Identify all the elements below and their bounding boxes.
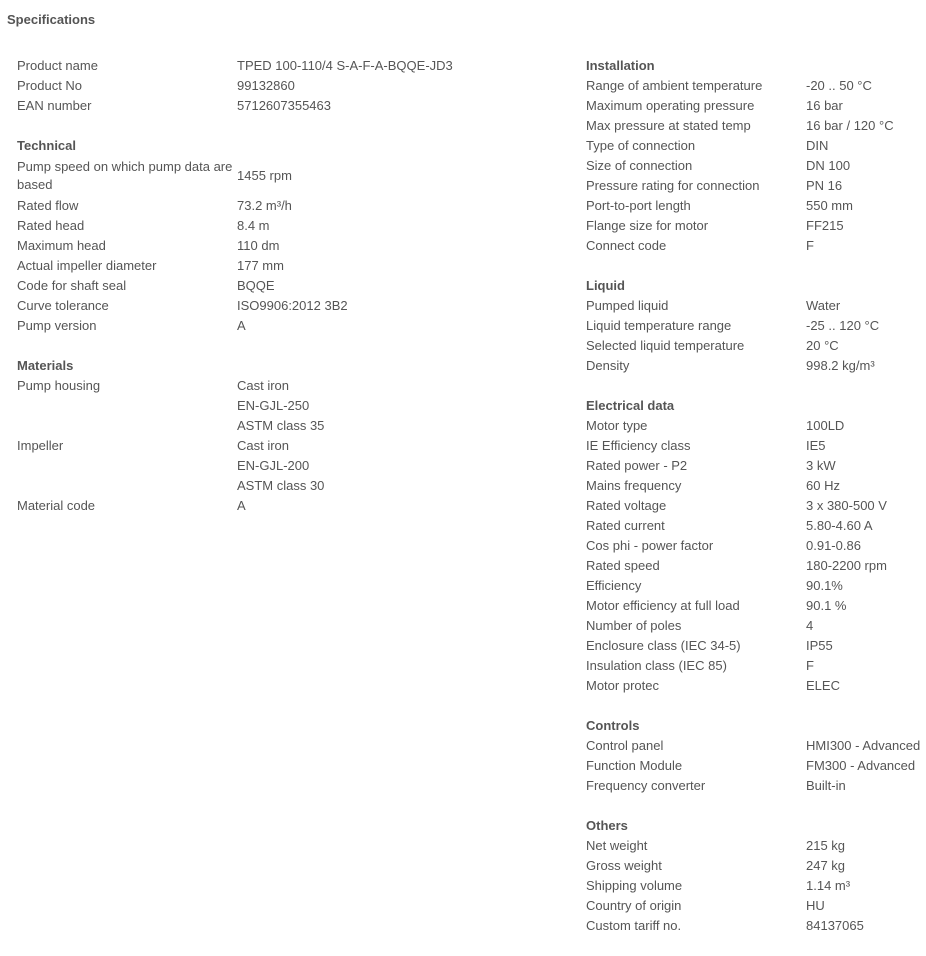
spec-label: IE Efficiency class xyxy=(586,438,691,453)
spec-row xyxy=(17,296,477,316)
spec-label: EAN number xyxy=(17,98,92,113)
spec-row xyxy=(17,496,477,516)
spec-label: Function Module xyxy=(586,758,683,773)
spec-value: A xyxy=(237,498,246,513)
spec-row xyxy=(17,316,477,336)
spec-label: Frequency converter xyxy=(586,778,706,793)
spec-row xyxy=(586,476,926,496)
spec-label: Curve tolerance xyxy=(17,298,109,313)
spec-row xyxy=(17,276,477,296)
spec-row xyxy=(586,896,926,916)
controls-section xyxy=(586,716,926,796)
section-title: Controls xyxy=(586,718,640,733)
spec-value-list xyxy=(237,436,324,496)
spec-value: 20 °C xyxy=(806,338,839,353)
spec-value: FF215 xyxy=(806,218,844,233)
left-column xyxy=(17,56,477,536)
spec-label: Gross weight xyxy=(586,858,662,873)
spec-row xyxy=(586,676,926,696)
spec-label: Custom tariff no. xyxy=(586,918,682,933)
spec-value: HU xyxy=(806,898,825,913)
spec-label: Shipping volume xyxy=(586,878,683,893)
spec-value: 60 Hz xyxy=(806,478,840,493)
spec-row xyxy=(586,196,926,216)
spec-label: Range of ambient temperature xyxy=(586,78,763,93)
right-column xyxy=(586,56,926,956)
spec-row xyxy=(586,876,926,896)
spec-value: A xyxy=(237,318,246,333)
spec-label: Net weight xyxy=(586,838,648,853)
spec-label: Pump speed on which pump data are based xyxy=(17,159,233,192)
spec-value: Water xyxy=(806,298,841,313)
spec-row xyxy=(17,156,477,196)
spec-value: BQQE xyxy=(237,278,275,293)
spec-value: Cast iron xyxy=(237,438,290,453)
spec-label: Code for shaft seal xyxy=(17,278,127,293)
section-title: Liquid xyxy=(586,278,625,293)
spec-value: 90.1% xyxy=(806,578,843,593)
spec-value: 16 bar xyxy=(806,98,843,113)
electrical-section xyxy=(586,396,926,696)
spec-row xyxy=(586,576,926,596)
spec-row xyxy=(586,156,926,176)
spec-row xyxy=(586,836,926,856)
spec-label: Liquid temperature range xyxy=(586,318,732,333)
spec-label: Pump housing xyxy=(17,378,101,393)
spec-label: Density xyxy=(586,358,630,373)
spec-row xyxy=(17,216,477,236)
spec-label: Rated flow xyxy=(17,198,79,213)
spec-row xyxy=(586,336,926,356)
spec-value: 110 dm xyxy=(237,238,280,253)
spec-row xyxy=(17,196,477,216)
spec-value: 84137065 xyxy=(806,918,864,933)
spec-row xyxy=(586,916,926,936)
spec-label: Pressure rating for connection xyxy=(586,178,760,193)
spec-label: Flange size for motor xyxy=(586,218,709,233)
spec-value: ASTM class 30 xyxy=(237,478,325,493)
spec-label: Impeller xyxy=(17,438,64,453)
spec-value: 5712607355463 xyxy=(237,98,331,113)
spec-label: Maximum operating pressure xyxy=(586,98,755,113)
spec-value: 5.80-4.60 A xyxy=(806,518,873,533)
spec-value: 998.2 kg/m³ xyxy=(806,358,875,373)
spec-label: Product name xyxy=(17,58,98,73)
spec-value: IP55 xyxy=(806,638,833,653)
spec-row xyxy=(17,376,477,436)
spec-row xyxy=(586,176,926,196)
spec-row xyxy=(586,616,926,636)
spec-value: 4 xyxy=(806,618,814,633)
spec-value: Cast iron xyxy=(237,378,290,393)
spec-value: EN-GJL-250 xyxy=(237,398,310,413)
spec-label: Product No xyxy=(17,78,83,93)
section-title: Others xyxy=(586,818,628,833)
spec-value: TPED 100-110/4 S-A-F-A-BQQE-JD3 xyxy=(237,58,453,73)
spec-value: 16 bar / 120 °C xyxy=(806,118,894,133)
spec-row xyxy=(17,436,477,496)
spec-row xyxy=(586,296,926,316)
spec-label: Rated head xyxy=(17,218,85,233)
spec-row xyxy=(17,256,477,276)
spec-value: 100LD xyxy=(806,418,845,433)
spec-value: 1.14 m³ xyxy=(806,878,851,893)
spec-value: 99132860 xyxy=(237,78,295,93)
spec-row xyxy=(586,356,926,376)
spec-value: -20 .. 50 °C xyxy=(806,78,872,93)
spec-value: 90.1 % xyxy=(806,598,847,613)
page-title: Specifications xyxy=(7,12,96,27)
spec-value: IE5 xyxy=(806,438,826,453)
spec-row xyxy=(17,236,477,256)
spec-row xyxy=(586,416,926,436)
spec-value: ASTM class 35 xyxy=(237,418,325,433)
spec-value: 215 kg xyxy=(806,838,846,853)
spec-value: PN 16 xyxy=(806,178,843,193)
spec-label: Control panel xyxy=(586,738,664,753)
spec-value: -25 .. 120 °C xyxy=(806,318,880,333)
spec-row xyxy=(586,456,926,476)
spec-label: Mains frequency xyxy=(586,478,682,493)
spec-label: Actual impeller diameter xyxy=(17,258,157,273)
spec-label: Rated power - P2 xyxy=(586,458,688,473)
spec-value: DN 100 xyxy=(806,158,851,173)
spec-label: Insulation class (IEC 85) xyxy=(586,658,727,673)
spec-value: 1455 rpm xyxy=(237,168,292,183)
spec-value: FM300 - Advanced xyxy=(806,758,916,773)
spec-label: Max pressure at stated temp xyxy=(586,118,751,133)
others-section xyxy=(586,816,926,936)
spec-row xyxy=(586,96,926,116)
spec-label: Pumped liquid xyxy=(586,298,669,313)
spec-row xyxy=(17,56,477,76)
spec-label: Rated current xyxy=(586,518,665,533)
spec-label: Cos phi - power factor xyxy=(586,538,714,553)
spec-label: Country of origin xyxy=(586,898,682,913)
spec-value: 550 mm xyxy=(806,198,853,213)
general-section xyxy=(17,56,477,116)
spec-row xyxy=(586,636,926,656)
spec-row xyxy=(586,736,926,756)
liquid-section xyxy=(586,276,926,376)
spec-value: DIN xyxy=(806,138,829,153)
spec-row xyxy=(17,96,477,116)
spec-label: Motor type xyxy=(586,418,648,433)
spec-value: EN-GJL-200 xyxy=(237,458,310,473)
spec-value: F xyxy=(806,238,814,253)
spec-value: Built-in xyxy=(806,778,846,793)
spec-row xyxy=(586,556,926,576)
spec-label: Material code xyxy=(17,498,96,513)
section-title: Technical xyxy=(17,138,77,153)
spec-row xyxy=(586,436,926,456)
spec-row xyxy=(586,656,926,676)
section-title: Materials xyxy=(17,358,74,373)
spec-value: 180-2200 rpm xyxy=(806,558,887,573)
spec-value: 247 kg xyxy=(806,858,846,873)
spec-value: 0.91-0.86 xyxy=(806,538,861,553)
spec-label: Efficiency xyxy=(586,578,642,593)
materials-section xyxy=(17,356,477,516)
spec-label: Rated voltage xyxy=(586,498,667,513)
installation-section xyxy=(586,56,926,256)
spec-label: Rated speed xyxy=(586,558,660,573)
spec-value-list xyxy=(237,376,324,436)
technical-section xyxy=(17,136,477,336)
spec-row xyxy=(17,76,477,96)
spec-row xyxy=(586,316,926,336)
spec-row xyxy=(586,776,926,796)
spec-value: 8.4 m xyxy=(237,218,270,233)
section-title: Installation xyxy=(586,58,655,73)
spec-label: Motor efficiency at full load xyxy=(586,598,740,613)
spec-row xyxy=(586,116,926,136)
spec-value: ISO9906:2012 3B2 xyxy=(237,298,348,313)
spec-row xyxy=(586,216,926,236)
spec-value: 177 mm xyxy=(237,258,284,273)
section-title: Electrical data xyxy=(586,398,675,413)
spec-label: Enclosure class (IEC 34-5) xyxy=(586,638,741,653)
spec-label: Selected liquid temperature xyxy=(586,338,745,353)
spec-label: Pump version xyxy=(17,318,97,333)
spec-row xyxy=(586,516,926,536)
spec-row xyxy=(586,496,926,516)
spec-value: 3 x 380-500 V xyxy=(806,498,887,513)
spec-row xyxy=(586,856,926,876)
spec-value: ELEC xyxy=(806,678,840,693)
spec-row xyxy=(586,536,926,556)
spec-row xyxy=(586,596,926,616)
spec-row xyxy=(586,236,926,256)
spec-value: F xyxy=(806,658,814,673)
spec-label: Connect code xyxy=(586,238,667,253)
spec-value: 73.2 m³/h xyxy=(237,198,292,213)
spec-row xyxy=(586,136,926,156)
spec-value: HMI300 - Advanced xyxy=(806,738,921,753)
spec-label: Port-to-port length xyxy=(586,198,691,213)
spec-label: Size of connection xyxy=(586,158,693,173)
spec-label: Type of connection xyxy=(586,138,696,153)
spec-value: 3 kW xyxy=(806,458,836,473)
spec-label: Maximum head xyxy=(17,238,106,253)
spec-label: Motor protec xyxy=(586,678,659,693)
spec-label: Number of poles xyxy=(586,618,682,633)
spec-row xyxy=(586,76,926,96)
spec-row xyxy=(586,756,926,776)
